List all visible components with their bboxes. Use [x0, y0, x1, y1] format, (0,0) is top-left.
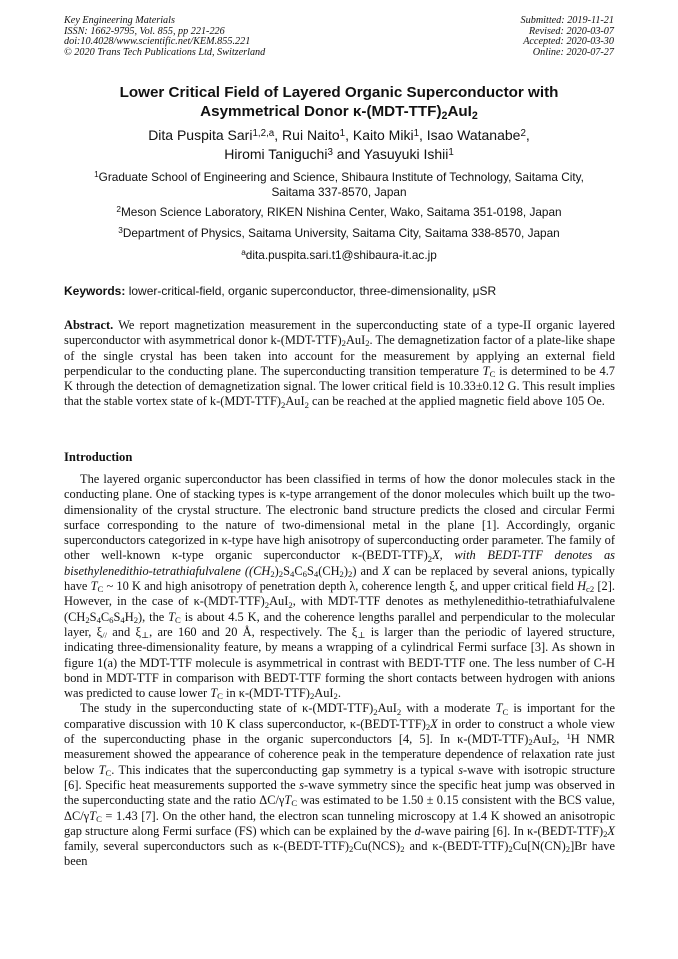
author: Isao Watanabe — [426, 127, 521, 143]
journal-info — [64, 16, 265, 58]
author: Hiromi Taniguchi — [224, 146, 328, 162]
title-line-2: Asymmetrical Donor $\kappa-(MDT-TTF)_2AuI_2$ — [200, 103, 478, 122]
revised-date: Revised: 2020-03-07 — [528, 25, 614, 37]
paragraph: The layered organic superconductor has been classified in terms of how the donor molecules stack in the conducting plane. One of stacking types is κ-type arrangement of the donor molecules which built up the two-dimensionality of the crystal structure. The electronic band structure predicts the closed and circular Fermi surface corresponding to the nature of two-dimensional metal in the plane [1]. Accordingly, organic superconductors categorized in κ-type have high anisotropy of superconducting order parameter. The family of other well-known κ-type organic superconductor $\kappa-(BEDT-TTF)_2X$, with BEDT-TTF denotes as bisethylenedithio-tetrathiafulvalene $((CH_2)_2S_4C_6S_4(CH_2)_2)$ and X can be replaced by several anions, typically have $T_C$ ~ 10 K and high anisotropy of penetration depth λ, coherence length ξ, and upper critical field $H_{c2}$ [2]. However, in the case of $\kappa-(MDT-TTF)_2AuI_2$, with MDT-TTF denotes as methylenedithio-tetrathiafulvalene $(CH_2S_4C_6S_4H_2)$, the $T_C$ is about 4.5 K, and the coherence lengths parallel and perpendicular to the molecular layer, $\xi_{//}$ and $\xi_\perp$, are 160 and 20 Å, respectively. The $\xi_\perp$ is larger than the periodic of layered structure, indicating three-dimensionality feature, by means a wrapping of a cylindrical Fermi surface [3]. As shown in figure 1(a) the MDT-TTF molecule is asymmetrical in contrast with BEDT-TTF one. The less number of C-H bond in MDT-TTF in comparison with BEDT-TTF forming the short contacts between hydrogen with anions was predicted to cause lower $T_C$ in $\kappa-(MDT-TTF)_2AuI_2$. — [64, 472, 616, 702]
author-list — [40, 126, 638, 164]
journal-issn: ISSN: 1662-9795, Vol. 855, pp 221-226 — [64, 25, 225, 37]
keywords — [64, 284, 616, 299]
author-line-1: Dita Puspita Sari$^{1,2,a}$, Rui Naito$^1$, Kaito Miki$^1$, Isao Watanabe$^2$, — [148, 127, 530, 143]
author: Dita Puspita Sari — [148, 127, 253, 143]
paper-title — [40, 83, 638, 121]
affiliation-2: $^2$Meson Science Laboratory, RIKEN Nishina Center, Wako, Saitama 351-0198, Japan — [116, 205, 562, 219]
keywords-text: lower-critical-field, organic superconductor, three-dimensionality, μSR — [128, 284, 497, 298]
abstract-label: Abstract. — [64, 318, 114, 332]
accepted-date: Accepted: 2020-03-30 — [523, 36, 614, 48]
author: Rui Naito — [282, 127, 340, 143]
submission-dates — [521, 16, 614, 58]
journal-name: Key Engineering Materials — [64, 15, 175, 26]
journal-doi: doi:10.4028/www.scientific.net/KEM.855.221 — [64, 36, 251, 48]
introduction-text — [64, 472, 615, 870]
journal-copyright: © 2020 Trans Tech Publications Ltd, Switzerland — [64, 46, 266, 58]
keywords-label: Keywords: — [64, 284, 126, 298]
submitted-date: Submitted: 2019-11-21 — [520, 15, 614, 26]
paragraph: The study in the superconducting state of $\kappa-(MDT-TTF)_2AuI_2$ with a moderate $T_C$ is important for the comparative discussion with 10 K class superconductor, $\kappa-(BEDT-TTF)_2X$ in order to construct a whole view of the superconducting phase in the organic superconductors [4, 5]. In $\kappa-(MDT-TTF)_2AuI_2$, $^1$H NMR measurement showed the appearance of coherence peak in the temperature dependence of relaxation rate just below $T_C$. This indicates that the superconducting gap symmetry is a typical s-wave with isotropic structure [6]. Specific heat measurements supported the s-wave symmetry since the specific heat jump was observed in the superconducting state and the ratio $\Delta C/\gamma T_C$ was estimated to be 1.50 ± 0.15 consistent with the BCS value, $\Delta C/\gamma T_C = 1.43$ [7]. On the other hand, the electron scan tunneling microscopy at 1.4 K showed an anisotropic gap structure along Fermi surface (FS) which can be explained by the d-wave pairing [6]. In $\kappa-(BEDT-TTF)_2X$ family, several superconductors such as $\kappa-(BEDT-TTF)_2Cu(NCS)_2$ and $\kappa-(BEDT-TTF)_2Cu[N(CN)_2]Br$ have been — [64, 701, 616, 869]
author: Kaito Miki — [352, 127, 414, 143]
author-line-2: Hiromi Taniguchi$^3$ and Yasuyuki Ishii$^1$ — [224, 146, 454, 162]
abstract: Abstract. We report magnetization measurement in the superconducting state of a type-II organic layered superconductor with asymmetrical donor $k-(MDT-TTF)_2AuI_2$. The demagnetization factor of a plate-like shape of the single crystal has been taken into account for the measurement by applying an external field perpendicular to the conducting plane. The superconducting transition temperature $T_C$ is determined to be 4.7 K through the detection of demagnetization signal. The lower critical field is 10.33±0.12 G. This result implies that the stable vortex state of $k-(MDT-TTF)_2AuI_2$ can be reached at the applied magnetic field above 105 Oe. — [64, 318, 616, 410]
section-heading-introduction: Introduction — [64, 450, 133, 464]
title-line-1: Lower Critical Field of Layered Organic Superconductor with — [119, 84, 559, 101]
author: Yasuyuki Ishii — [363, 146, 449, 162]
affiliation-1: $^1$Graduate School of Engineering and Science, Shibaura Institute of Technology, Saitama City, Saitama 337-8570, Japan — [94, 170, 584, 199]
affiliation-3: $^3$Department of Physics, Saitama University, Saitama City, Saitama 338-8570, Japan — [118, 226, 560, 240]
author-email[interactable]: $^a$dita.puspita.sari.t1@shibaura-it.ac.jp — [241, 248, 437, 262]
online-date: Online: 2020-07-27 — [532, 46, 614, 58]
